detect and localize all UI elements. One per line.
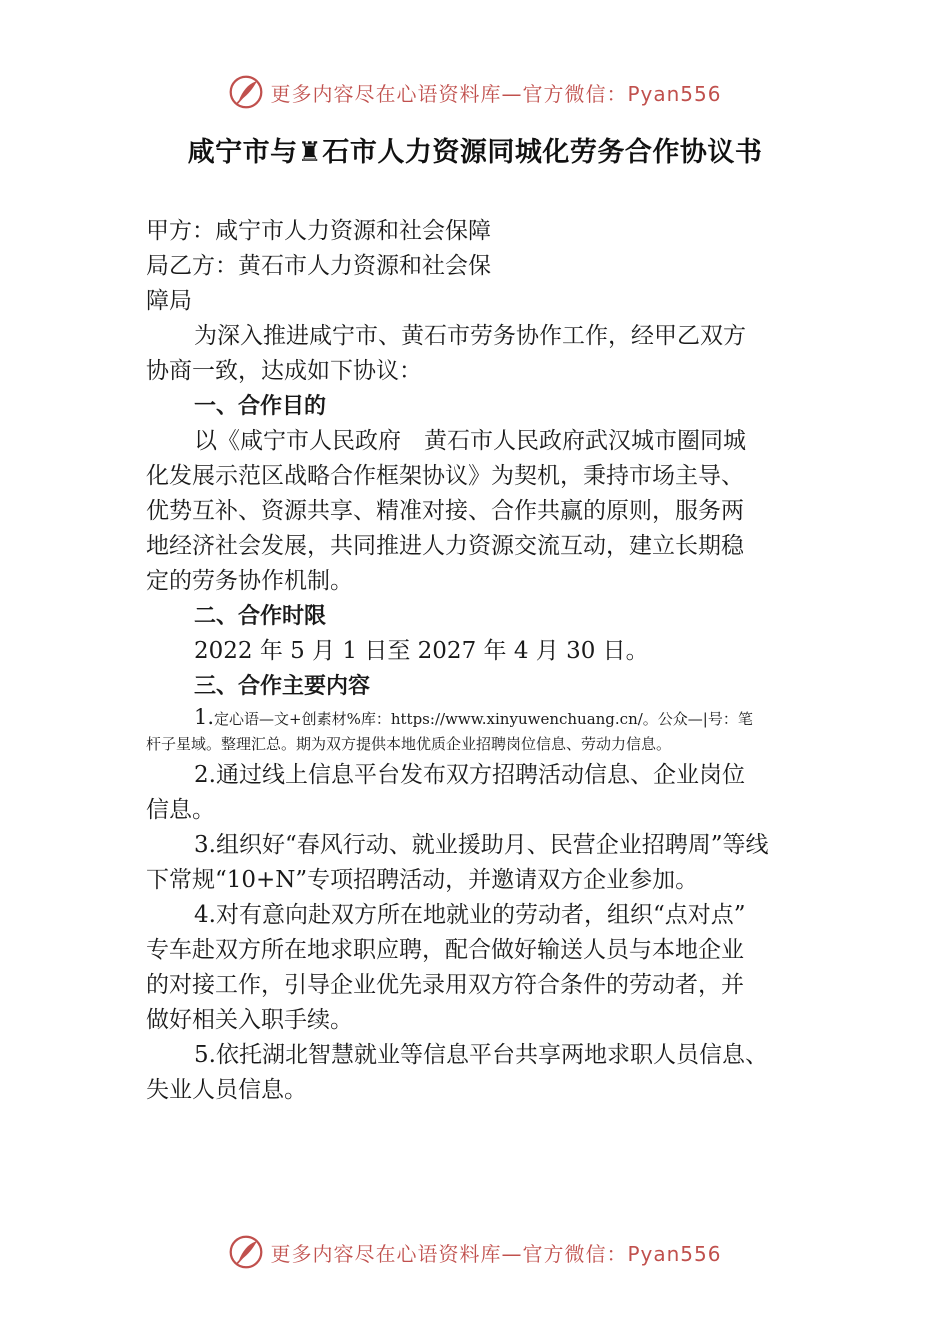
list-item-5-line: 失业人员信息。	[146, 1077, 307, 1103]
paragraph-line: 定的劳务协作机制。	[146, 568, 353, 594]
list-item-2-line: 信息。	[146, 797, 215, 823]
party-line: 障局	[146, 288, 192, 314]
feather-quill-logo-icon	[228, 1234, 264, 1270]
intro-line: 协商一致，达成如下协议：	[146, 358, 422, 384]
party-line: 甲方：咸宁市人力资源和社会保障	[146, 218, 491, 244]
document-body	[146, 214, 818, 1108]
list-item-4-line: 做好相关入职手续。	[146, 1007, 353, 1033]
list-item-4-line: 4.对有意向赴双方所在地就业的劳动者，组织“点对点”	[194, 902, 746, 928]
intro-line: 为深入推进咸宁市、黄石市劳务协作工作，经甲乙双方	[194, 323, 746, 349]
list-item-text: 定心语—文+创素材%库：https://www.xinyuwenchuang.cn/。公众—|号：笔	[214, 710, 753, 728]
list-item-2-line: 2.通过线上信息平台发布双方招聘活动信息、企业岗位	[194, 762, 745, 788]
feather-quill-logo-icon	[228, 74, 264, 110]
paragraph-line: 化发展示范区战略合作框架协议》为契机，秉持市场主导、	[146, 463, 744, 489]
watermark-banner-bottom	[0, 1232, 950, 1272]
list-item-3-line: 下常规“10+N”专项招聘活动，并邀请双方企业参加。	[146, 867, 699, 893]
watermark-text: 更多内容尽在心语资料库—官方微信：Pyan556	[270, 1241, 722, 1266]
paragraph-line: 地经济社会发展，共同推进人力资源交流互动，建立长期稳	[146, 533, 744, 559]
document-title: 咸宁市与♜石市人力资源同城化劳务合作协议书	[187, 137, 763, 168]
paragraph-line: 以《咸宁市人民政府 黄石市人民政府武汉城市圈同城	[194, 428, 746, 454]
party-line: 局乙方：黄石市人力资源和社会保	[146, 253, 491, 279]
list-item-4-line: 专车赴双方所在地求职应聘，配合做好输送人员与本地企业	[146, 937, 744, 963]
list-item-1-line	[146, 704, 818, 731]
list-item-number: 1.	[194, 705, 215, 729]
watermark-text: 更多内容尽在心语资料库—官方微信：Pyan556	[270, 81, 722, 106]
list-item-4-line: 的对接工作，引导企业优先录用双方符合条件的劳动者，并	[146, 972, 744, 998]
list-item-5-line: 5.依托湖北智慧就业等信息平台共享两地求职人员信息、	[194, 1042, 768, 1068]
section-heading-purpose: 一、合作目的	[194, 394, 327, 419]
list-item-3-line: 3.组织好“春风行动、就业援助月、民营企业招聘周”等线	[194, 832, 769, 858]
paragraph-line: 优势互补、资源共享、精准对接、合作共赢的原则，服务两	[146, 498, 744, 524]
term-dates: 2022 年 5 月 1 日至 2027 年 4 月 30 日。	[194, 638, 649, 664]
watermark-banner-top	[0, 72, 950, 112]
section-heading-content: 三、合作主要内容	[194, 674, 371, 699]
section-heading-term: 二、合作时限	[194, 604, 327, 629]
list-item-1-line: 杆子星域。整理汇总。期为双方提供本地优质企业招聘岗位信息、劳动力信息。	[146, 735, 672, 753]
